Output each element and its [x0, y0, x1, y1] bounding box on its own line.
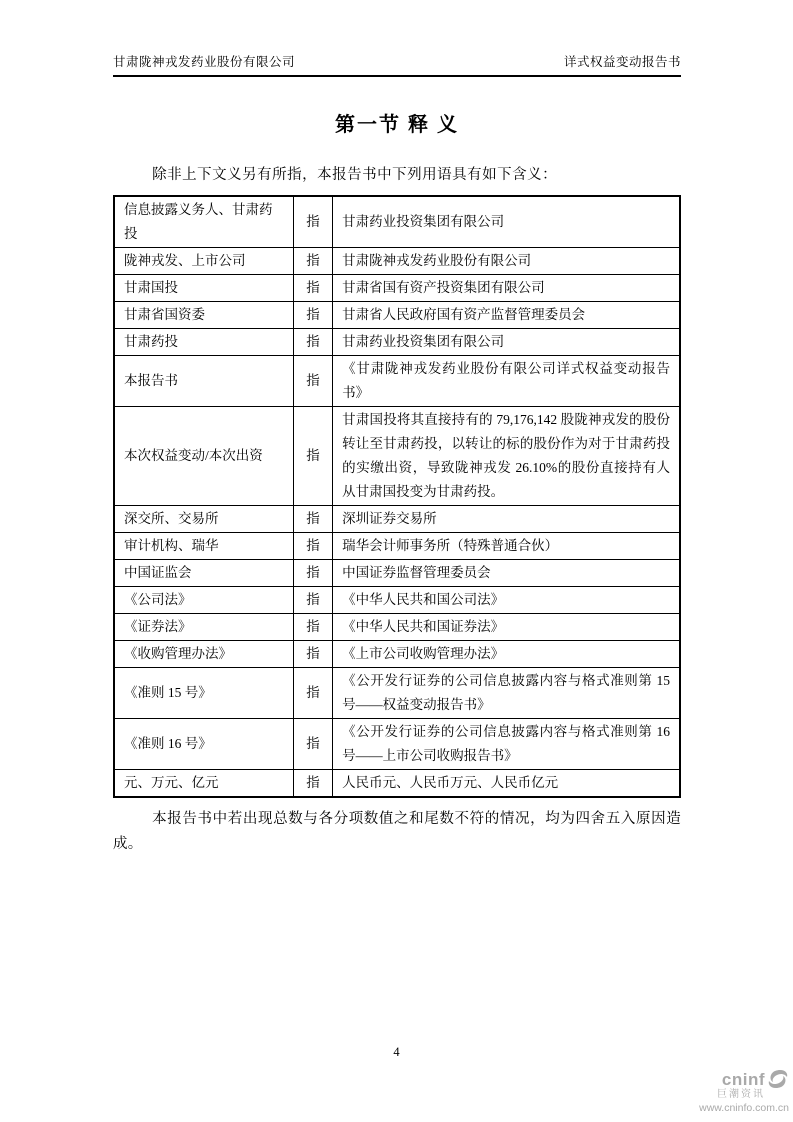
- term-cell: 元、万元、亿元: [114, 770, 293, 798]
- zhi-cell: 指: [293, 719, 332, 770]
- definition-cell: 《上市公司收购管理办法》: [333, 641, 680, 668]
- definition-cell: 甘肃省人民政府国有资产监督管理委员会: [333, 302, 680, 329]
- zhi-cell: 指: [293, 533, 332, 560]
- definitions-table: [113, 195, 681, 798]
- page-content: [113, 0, 681, 857]
- zhi-cell: 指: [293, 641, 332, 668]
- definition-cell: 《公开发行证券的公司信息披露内容与格式准则第 15 号——权益变动报告书》: [333, 668, 680, 719]
- zhi-cell: 指: [293, 302, 332, 329]
- definition-cell: 《甘肃陇神戎发药业股份有限公司详式权益变动报告书》: [333, 356, 680, 407]
- zhi-cell: 指: [293, 275, 332, 302]
- definition-cell: 人民币元、人民币万元、人民币亿元: [333, 770, 680, 798]
- cninfo-logo: [699, 1069, 789, 1114]
- term-cell: 《公司法》: [114, 587, 293, 614]
- logo-url: www.cninfo.com.cn: [699, 1101, 789, 1114]
- table-row: [114, 196, 680, 248]
- zhi-cell: 指: [293, 560, 332, 587]
- definition-cell: 甘肃药业投资集团有限公司: [333, 329, 680, 356]
- term-cell: 《准则 15 号》: [114, 668, 293, 719]
- term-cell: 甘肃药投: [114, 329, 293, 356]
- zhi-cell: 指: [293, 196, 332, 248]
- term-cell: 甘肃省国资委: [114, 302, 293, 329]
- term-cell: 本报告书: [114, 356, 293, 407]
- logo-chinese-name: 巨潮资讯: [717, 1089, 765, 1101]
- definition-cell: 《中华人民共和国公司法》: [333, 587, 680, 614]
- term-cell: 《收购管理办法》: [114, 641, 293, 668]
- definition-cell: 《公开发行证券的公司信息披露内容与格式准则第 16 号——上市公司收购报告书》: [333, 719, 680, 770]
- table-row: [114, 719, 680, 770]
- table-row: [114, 560, 680, 587]
- header-company-name: 甘肃陇神戎发药业股份有限公司: [113, 55, 296, 69]
- definition-cell: 深圳证券交易所: [333, 506, 680, 533]
- page-number: 4: [393, 1045, 400, 1059]
- term-cell: 审计机构、瑞华: [114, 533, 293, 560]
- definition-cell: 甘肃省国有资产投资集团有限公司: [333, 275, 680, 302]
- table-row: [114, 668, 680, 719]
- zhi-cell: 指: [293, 329, 332, 356]
- zhi-cell: 指: [293, 356, 332, 407]
- term-cell: 中国证监会: [114, 560, 293, 587]
- term-cell: 深交所、交易所: [114, 506, 293, 533]
- zhi-cell: 指: [293, 770, 332, 798]
- zhi-cell: 指: [293, 407, 332, 506]
- intro-paragraph: 除非上下文义另有所指，本报告书中下列用语具有如下含义：: [152, 167, 558, 183]
- term-cell: 《证券法》: [114, 614, 293, 641]
- definition-cell: 《中华人民共和国证券法》: [333, 614, 680, 641]
- zhi-cell: 指: [293, 614, 332, 641]
- table-row: [114, 356, 680, 407]
- zhi-cell: 指: [293, 506, 332, 533]
- zhi-cell: 指: [293, 587, 332, 614]
- definition-cell: 甘肃陇神戎发药业股份有限公司: [333, 248, 680, 275]
- closing-paragraph: 本报告书中若出现总数与各分项数值之和尾数不符的情况，均为四舍五入原因造成。: [113, 811, 681, 852]
- section-title: 第一节 释 义: [335, 114, 459, 136]
- table-row: [114, 770, 680, 798]
- definition-cell: 瑞华会计师事务所（特殊普通合伙）: [333, 533, 680, 560]
- definition-cell: 中国证券监督管理委员会: [333, 560, 680, 587]
- logo-top-row: [699, 1069, 789, 1089]
- zhi-cell: 指: [293, 668, 332, 719]
- table-row: [114, 506, 680, 533]
- term-cell: 本次权益变动/本次出资: [114, 407, 293, 506]
- header-report-type: 详式权益变动报告书: [563, 55, 681, 69]
- table-row: [114, 407, 680, 506]
- zhi-cell: 指: [293, 248, 332, 275]
- page-header: [113, 52, 681, 77]
- definition-cell: 甘肃药业投资集团有限公司: [333, 196, 680, 248]
- table-row: [114, 275, 680, 302]
- term-cell: 陇神戎发、上市公司: [114, 248, 293, 275]
- table-row: [114, 587, 680, 614]
- term-cell: 《准则 16 号》: [114, 719, 293, 770]
- table-row: [114, 302, 680, 329]
- table-row: [114, 641, 680, 668]
- table-row: [114, 614, 680, 641]
- table-row: [114, 329, 680, 356]
- term-cell: 信息披露义务人、甘肃药投: [114, 196, 293, 248]
- logo-brand-text: cninf: [721, 1069, 765, 1089]
- table-row: [114, 533, 680, 560]
- definition-cell: 甘肃国投将其直接持有的 79,176,142 股陇神戎发的股份转让至甘肃药投，以转让的标的股份作为对于甘肃药投的实缴出资，导致陇神戎发 26.10%的股份直接持有人从甘肃国投变为甘肃药投。: [333, 407, 680, 506]
- table-row: [114, 248, 680, 275]
- logo-swirl-icon: [767, 1069, 789, 1089]
- term-cell: 甘肃国投: [114, 275, 293, 302]
